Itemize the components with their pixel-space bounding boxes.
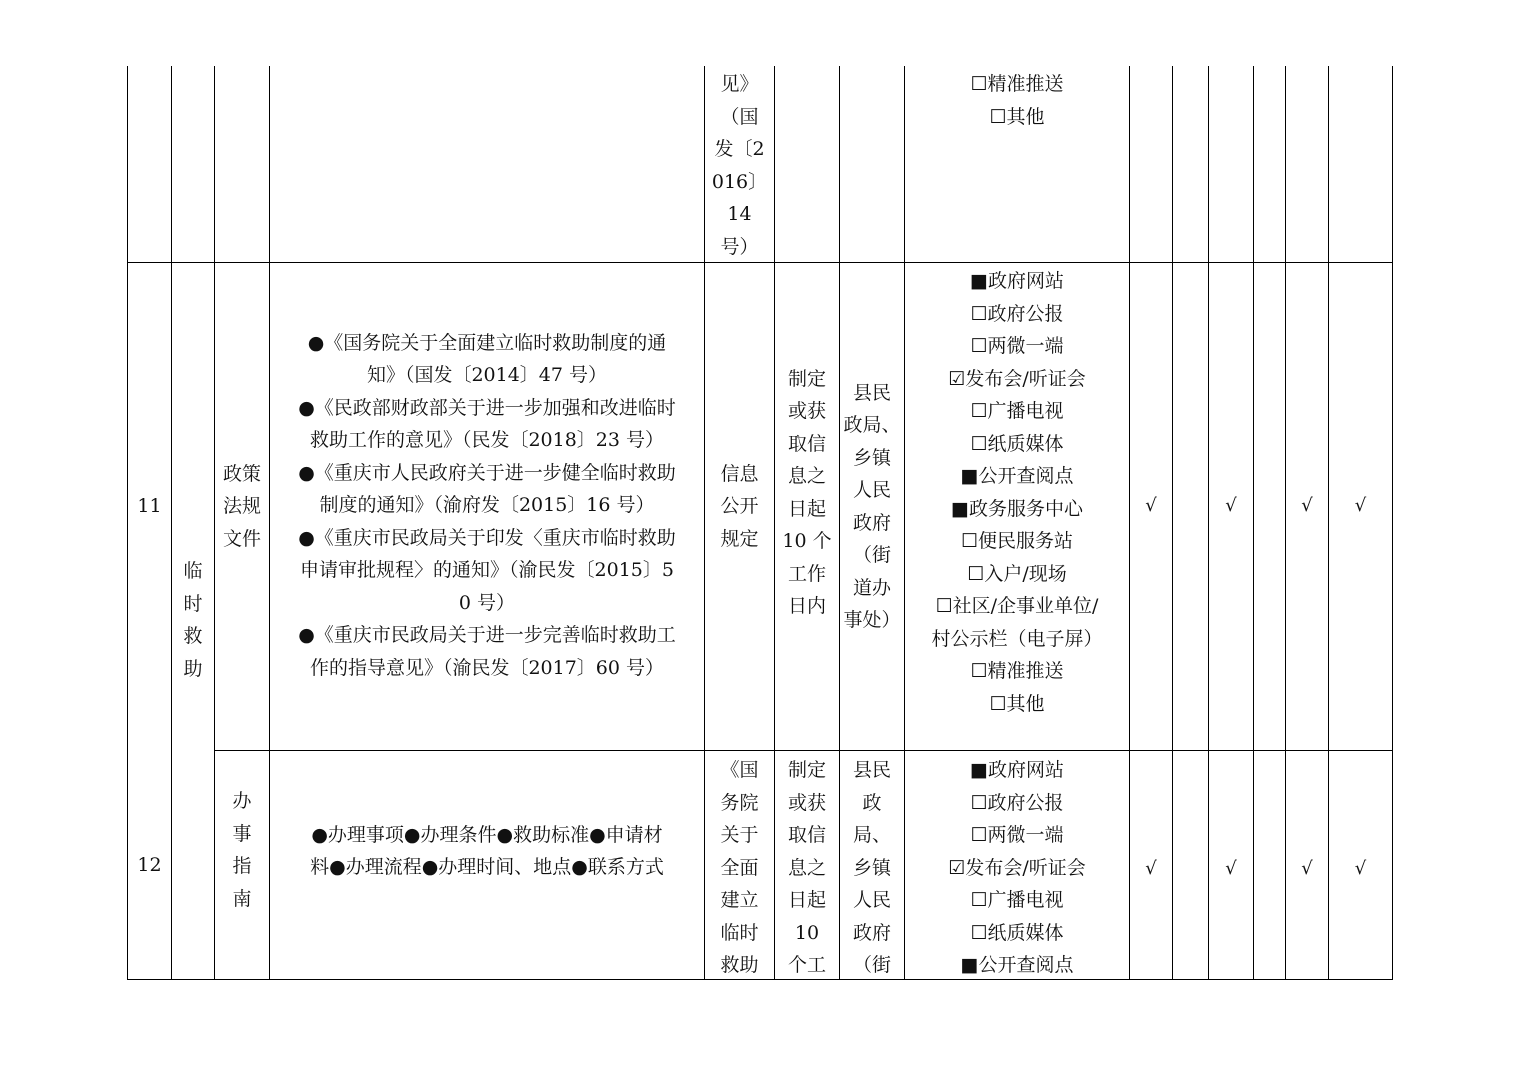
cell-line: 关于 [720, 824, 759, 846]
cell-line: 全面 [720, 856, 759, 879]
cell-line: 事处） [843, 609, 901, 631]
cell-line: 办 [232, 790, 252, 812]
content-line: 作的指导意见》（渝民发〔2017〕60 号） [309, 656, 665, 679]
cell-line: 县民 [852, 759, 891, 781]
cell-line: 10 [794, 921, 820, 944]
cell-line: 或获 [787, 791, 826, 814]
category-cell [172, 540, 214, 700]
check-mark [1254, 755, 1285, 983]
channel-option: ☐两微一端 [970, 335, 1064, 357]
cell-line: 政策 [222, 462, 261, 485]
prev-row-basis-cell [705, 68, 774, 262]
channel-option: ■公开查阅点 [960, 954, 1074, 976]
item-cell [215, 736, 269, 964]
content-line: ●《国务院关于全面建立临时救助制度的通 [307, 331, 667, 354]
cell-line: 政局、 [843, 414, 901, 436]
cell-line: 政 [862, 791, 882, 814]
cell-line: 息之 [787, 856, 826, 879]
cell-line: 个工 [787, 954, 826, 976]
cell-line: 务院 [720, 791, 759, 814]
cell-line: 制定 [787, 367, 826, 390]
check-mark [1329, 755, 1392, 983]
row-index-text: 12 [137, 853, 162, 876]
check-mark-text: √ [1354, 857, 1367, 879]
cell-line: 建立 [720, 889, 759, 911]
cell-line: 道办 [852, 576, 891, 599]
cell-line: 见》 [720, 73, 759, 95]
content-line: ●《重庆市民政局关于进一步完善临时救助工 [298, 624, 676, 647]
cell-line: 号） [720, 235, 759, 258]
channel-option: ☑发布会/听证会 [948, 367, 1086, 390]
cell-line: 公开 [720, 495, 759, 518]
content-line: ●办理事项●办理条件●救助标准●申请材 [311, 823, 663, 846]
channel-option: ☐政府公报 [970, 302, 1064, 325]
content-line: 救助工作的意见》（民发〔2018〕23 号） [309, 429, 665, 452]
channel-option: ☐精准推送 [970, 660, 1064, 682]
cell-line: 息之 [787, 465, 826, 487]
category-char: 救 [183, 625, 203, 647]
channel-option: ☐社区/企事业单位/ [935, 595, 1099, 617]
channel-option: ☐政府公报 [970, 791, 1064, 814]
cell-line: 人民 [852, 479, 891, 501]
cell-line: 局、 [852, 824, 891, 846]
row-index [128, 751, 171, 979]
channel-option: ■政府网站 [970, 270, 1064, 292]
time-limit-cell [775, 249, 839, 736]
category-char: 助 [183, 657, 203, 680]
content-line: 申请审批规程〉的通知》（渝民发〔2015〕5 [300, 559, 674, 582]
row-index-text: 11 [137, 495, 162, 518]
check-mark-text: √ [1145, 857, 1157, 879]
check-mark [1130, 755, 1172, 983]
content-line: 0 号） [458, 591, 516, 614]
check-mark [1209, 755, 1253, 983]
cell-line: 取信 [787, 824, 826, 846]
basis-cell [705, 263, 774, 750]
subject-cell [840, 263, 904, 750]
content-line: 料●办理流程●办理时间、地点●联系方式 [310, 856, 664, 878]
channels-cell [905, 265, 1129, 750]
check-mark [1173, 263, 1208, 750]
cell-line: 乡镇 [852, 856, 891, 879]
check-mark-text: √ [1225, 857, 1237, 879]
content-line: ●《民政部财政部关于进一步加强和改进临时 [298, 396, 676, 419]
cell-line: 乡镇 [852, 446, 891, 469]
cell-line: 法规 [222, 495, 261, 518]
channel-option: ☐广播电视 [970, 889, 1064, 911]
cell-line: 日内 [787, 595, 826, 617]
channel-option: ■政府网站 [970, 759, 1064, 781]
table-border-right [1392, 66, 1393, 980]
channel-option: ☐其他 [989, 105, 1045, 128]
cell-line: 事 [232, 822, 252, 845]
check-mark [1329, 263, 1392, 750]
channel-option: ☐入户/现场 [967, 562, 1067, 585]
cell-line: 救助 [720, 954, 759, 976]
cell-line: 日起 [787, 889, 826, 911]
content-line: ●《重庆市民政局关于印发〈重庆市临时救助 [298, 526, 676, 549]
channel-option: 村公示栏（电子屏） [931, 627, 1103, 650]
row-index [128, 263, 171, 750]
cell-line: 发〔2 [714, 138, 765, 160]
cell-line: 规定 [720, 527, 759, 550]
subject-cell [840, 754, 904, 979]
content-cell [270, 262, 704, 749]
check-mark-text: √ [1301, 495, 1313, 517]
cell-line: 人民 [852, 889, 891, 911]
cell-line: 南 [232, 887, 252, 910]
channel-option: ☐广播电视 [970, 400, 1064, 422]
cell-line: 文件 [222, 527, 261, 550]
channel-option: ☑发布会/听证会 [948, 856, 1086, 879]
cell-line: 指 [232, 855, 252, 877]
prev-row-channels-cell [905, 68, 1129, 262]
channel-option: ☐其他 [989, 692, 1045, 715]
cell-line: 10 个 [782, 530, 832, 552]
channel-option: ☐两微一端 [970, 824, 1064, 846]
cell-line: （街 [852, 544, 891, 566]
content-cell [270, 737, 704, 965]
check-mark-text: √ [1225, 495, 1237, 517]
channel-option: ☐纸质媒体 [970, 432, 1064, 455]
check-mark [1254, 263, 1285, 750]
item-cell [215, 263, 269, 750]
cell-line: 政府 [852, 921, 891, 944]
basis-cell [705, 754, 774, 979]
cell-line: 政府 [852, 511, 891, 534]
time-limit-cell [775, 754, 839, 979]
cell-line: 日起 [787, 497, 826, 520]
cell-line: 制定 [787, 759, 826, 781]
cell-line: 取信 [787, 432, 826, 455]
content-line: 知》（国发〔2014〕47 号） [366, 364, 608, 387]
channel-option: ☐便民服务站 [960, 530, 1074, 552]
cell-line: 《国 [720, 759, 759, 781]
check-mark [1130, 263, 1172, 750]
channel-option: ☐精准推送 [970, 73, 1064, 95]
channel-option: ☐纸质媒体 [970, 921, 1064, 944]
cell-line: 14 [727, 203, 752, 225]
cell-line: （国 [720, 105, 759, 128]
content-line: 制度的通知》（渝府发〔2015〕16 号） [319, 494, 655, 517]
channel-option: ■公开查阅点 [960, 465, 1074, 487]
channel-option: ■政务服务中心 [951, 497, 1083, 520]
check-mark-text: √ [1301, 857, 1313, 879]
check-mark [1173, 755, 1208, 983]
category-char: 临 [183, 560, 203, 582]
cell-line: 临时 [720, 921, 759, 944]
cell-line: （街 [852, 954, 891, 976]
cell-line: 工作 [787, 562, 826, 585]
channels-cell [905, 754, 1129, 979]
cell-line: 信息 [720, 462, 759, 485]
column-divider [171, 66, 172, 980]
check-mark-text: √ [1354, 495, 1367, 517]
check-mark-text: √ [1145, 495, 1157, 517]
category-char: 时 [183, 592, 203, 615]
cell-line: 县民 [852, 381, 891, 404]
check-mark [1286, 755, 1328, 983]
cell-line: 或获 [787, 400, 826, 422]
check-mark [1286, 263, 1328, 750]
cell-line: 016〕 [711, 170, 768, 193]
check-mark [1209, 263, 1253, 750]
content-line: ●《重庆市人民政府关于进一步健全临时救助 [298, 461, 676, 484]
